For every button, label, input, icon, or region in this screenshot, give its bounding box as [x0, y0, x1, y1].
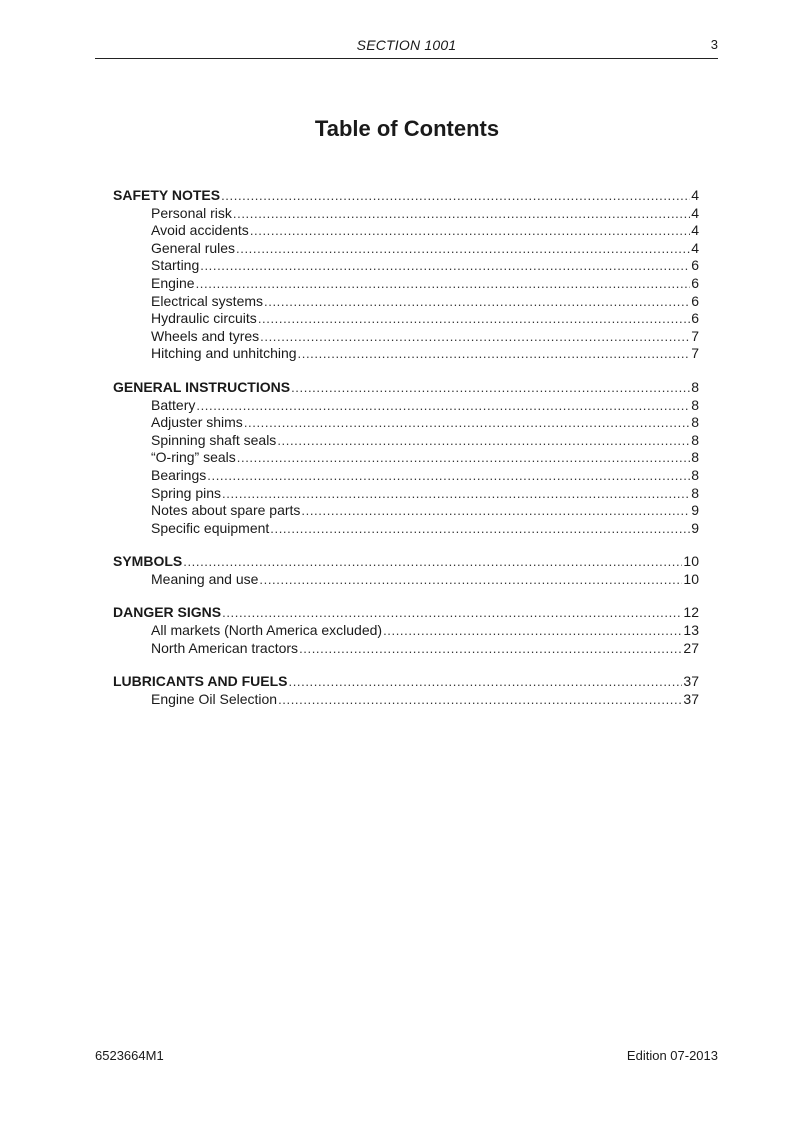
dot-leader	[244, 414, 690, 432]
toc-entry-page: 8	[691, 414, 699, 431]
page-number: 3	[710, 37, 718, 52]
dot-leader	[259, 571, 682, 589]
dot-leader	[207, 467, 690, 485]
dot-leader	[291, 379, 690, 397]
dot-leader	[221, 187, 690, 205]
dot-leader	[222, 485, 690, 503]
toc-entry-label: Electrical systems	[151, 292, 264, 309]
toc-entry-label: Adjuster shims	[151, 414, 243, 431]
toc-heading[interactable]	[113, 604, 699, 622]
toc-entry-page: 8	[691, 484, 699, 501]
toc-entry-label: Starting	[151, 257, 200, 274]
toc-entry-label: Hydraulic circuits	[151, 310, 257, 327]
toc-entry[interactable]	[113, 345, 699, 363]
toc-entry[interactable]	[113, 397, 699, 415]
toc-entry[interactable]	[113, 240, 699, 258]
section-label	[95, 37, 718, 53]
dot-leader	[196, 397, 690, 415]
toc-entry-page: 9	[691, 519, 699, 536]
toc-entry-label: Bearings	[151, 466, 207, 483]
dot-leader	[301, 502, 690, 520]
toc-section	[113, 187, 699, 363]
toc-entry-page: 9	[691, 502, 699, 519]
dot-leader	[258, 310, 690, 328]
page-title: Table of Contents	[314, 116, 500, 141]
toc-entry-page: 6	[691, 292, 699, 309]
toc-heading-page: 37	[683, 673, 699, 690]
toc-entry-label: Hitching and unhitching	[151, 345, 297, 362]
toc-entry-label: Engine Oil Selection	[151, 690, 278, 707]
toc-entry-label: “O-ring” seals	[151, 449, 236, 466]
dot-leader	[237, 449, 690, 467]
toc-entry[interactable]	[113, 275, 699, 293]
toc-entry-label: Meaning and use	[151, 570, 259, 587]
document-number: 6523664M1	[95, 1048, 164, 1063]
toc-entry[interactable]	[113, 257, 699, 275]
toc-entry[interactable]	[113, 414, 699, 432]
toc-entry-page: 4	[691, 204, 699, 221]
toc-entry[interactable]	[113, 449, 699, 467]
toc-heading[interactable]	[113, 673, 699, 691]
toc-entry-label: Spring pins	[151, 484, 222, 501]
toc-entry-page: 27	[683, 639, 699, 656]
dot-leader	[196, 275, 691, 293]
toc-entry[interactable]	[113, 622, 699, 640]
toc-entry[interactable]	[113, 467, 699, 485]
toc-entry-label: All markets (North America excluded)	[151, 622, 383, 639]
toc-heading-page: 4	[691, 187, 699, 203]
toc-entry-page: 8	[691, 431, 699, 448]
dot-leader	[383, 622, 682, 640]
toc-heading-label: DANGER SIGNS	[113, 604, 222, 621]
dot-leader	[299, 640, 682, 658]
toc-heading[interactable]	[113, 379, 699, 397]
toc-heading[interactable]	[113, 187, 699, 205]
edition-label: Edition 07-2013	[626, 1048, 718, 1063]
toc-entry[interactable]	[113, 485, 699, 503]
toc-entry[interactable]	[113, 520, 699, 538]
dot-leader	[233, 205, 690, 223]
toc-entry[interactable]	[113, 222, 699, 240]
toc-heading-page: 12	[683, 604, 699, 621]
toc-entry-page: 37	[683, 690, 699, 707]
toc-heading-label: GENERAL INSTRUCTIONS	[113, 378, 291, 395]
toc-entry-page: 13	[683, 622, 699, 639]
dot-leader	[277, 432, 690, 450]
toc-heading-label: SYMBOLS	[113, 553, 183, 570]
toc-entry[interactable]	[113, 205, 699, 223]
toc-entry-page: 6	[691, 274, 699, 291]
toc-section	[113, 553, 699, 588]
toc-entry-page: 4	[691, 239, 699, 256]
dot-leader	[236, 240, 690, 258]
toc-entry-page: 6	[691, 310, 699, 327]
toc-entry-page: 7	[691, 327, 699, 344]
toc-entry-label: Battery	[151, 396, 196, 413]
toc-entry-label: General rules	[151, 239, 236, 256]
toc-entry-page: 4	[691, 222, 699, 239]
dot-leader	[200, 257, 690, 275]
toc-entry[interactable]	[113, 328, 699, 346]
toc-heading[interactable]	[113, 553, 699, 571]
toc-heading-page: 10	[683, 553, 699, 570]
dot-leader	[278, 691, 682, 709]
toc-entry-label: Spinning shaft seals	[151, 431, 277, 448]
page-header	[95, 36, 718, 59]
toc-entry[interactable]	[113, 502, 699, 520]
toc-entry-label: North American tractors	[151, 639, 299, 656]
toc-heading-label: LUBRICANTS AND FUELS	[113, 673, 288, 690]
toc-entry[interactable]	[113, 571, 699, 589]
dot-leader	[260, 328, 690, 346]
toc-entry-label: Wheels and tyres	[151, 327, 260, 344]
toc-entry-page: 7	[691, 345, 699, 362]
dot-leader	[250, 222, 690, 240]
dot-leader	[183, 553, 682, 571]
dot-leader	[288, 673, 682, 691]
toc-heading-label: SAFETY NOTES	[113, 187, 221, 203]
dot-leader	[270, 520, 690, 538]
toc-entry-label: Notes about spare parts	[151, 502, 301, 519]
toc-entry[interactable]	[113, 691, 699, 709]
toc-entry-page: 8	[691, 466, 699, 483]
toc-entry-page: 6	[691, 257, 699, 274]
dot-leader	[298, 345, 691, 363]
section-label-text: SECTION 1001	[356, 37, 457, 53]
toc-entry-page: 10	[683, 570, 699, 587]
toc-entry-page: 8	[691, 449, 699, 466]
dot-leader	[222, 604, 682, 622]
dot-leader	[264, 293, 690, 311]
toc-entry[interactable]	[113, 640, 699, 658]
toc-entry-label: Personal risk	[151, 204, 232, 221]
toc-entry[interactable]	[113, 310, 699, 328]
toc-entry[interactable]	[113, 293, 699, 311]
toc-section	[113, 379, 699, 537]
toc-section	[113, 673, 699, 708]
toc-entry-label: Avoid accidents	[151, 222, 249, 239]
toc-section	[113, 604, 699, 657]
table-of-contents	[113, 187, 699, 724]
toc-heading-page: 8	[691, 378, 699, 395]
toc-entry-label: Specific equipment	[151, 519, 270, 536]
toc-entry[interactable]	[113, 432, 699, 450]
toc-entry-page: 8	[691, 396, 699, 413]
toc-entry-label: Engine	[151, 274, 195, 291]
